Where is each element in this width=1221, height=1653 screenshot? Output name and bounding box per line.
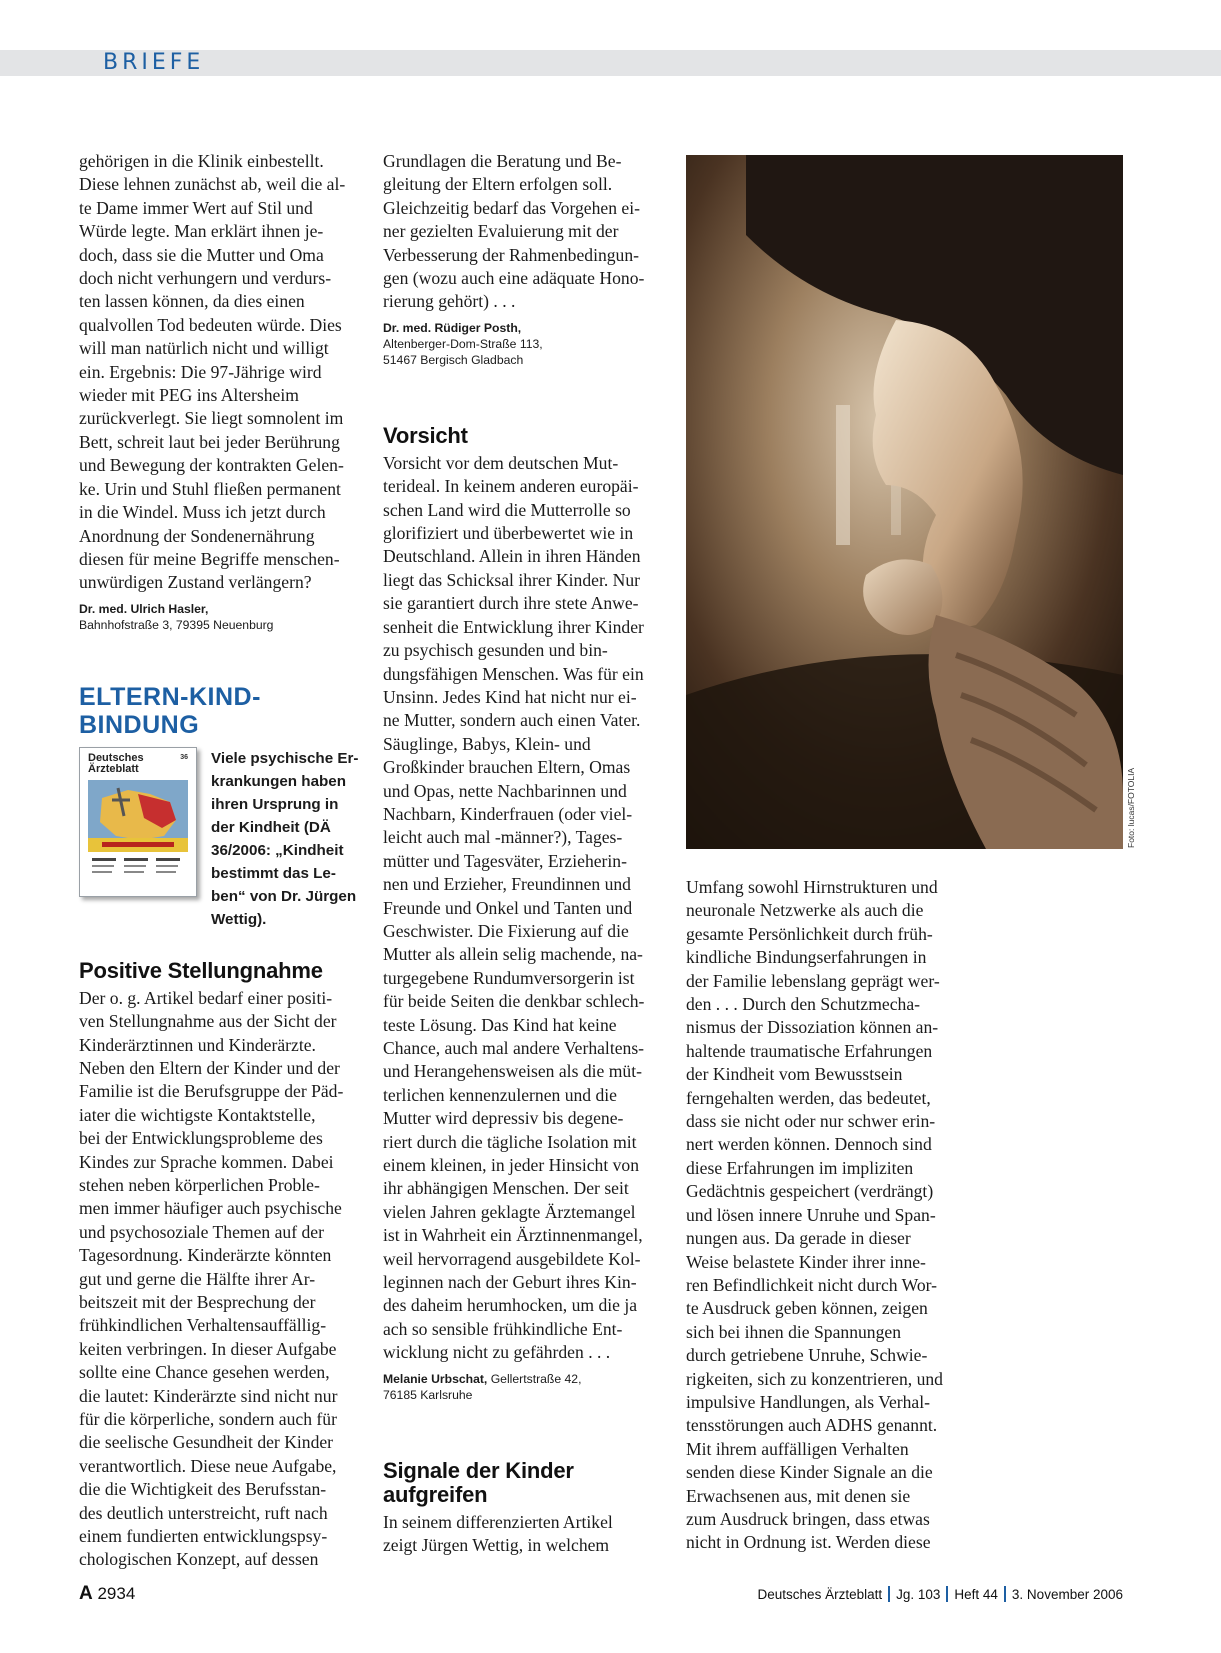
letter2-address: Altenberger-Dom-Straße 113, 51467 Bergisch Gladbach [383,336,543,367]
letter1-body-tail: gehörigen in die Klinik einbestellt. Diese lehnen zunächst ab, weil die al- te Dame immer Wert auf Stil und Würde legte. Man erklärt ihnen je- doch, dass sie die Mutter und Oma doch nicht verhungern und verdurs- ten lassen können, da dies einen qualvollen Tod bedeuten würde. Dies will man natürlich nicht und willigt ein. Ergebnis: Die 97-Jährige wird wieder mit PEG ins Altersheim zurückverlegt. Sie liegt somnolent im Bett, schreit laut bei jeder Berührung und Bewegung der kontrakten Gelen- ke. Urin und Stuhl fließen permanent in die Windel. Muss ich jetzt durch Anordnung der Sondenernährung diesen für meine Begriffe menschen- unwürdigen Zustand verlängern? [79,151,346,593]
cover-map-illustration [88,780,188,888]
journal-volume: Jg. 103 [896,1586,941,1602]
journal-name: Deutsches Ärzteblatt [757,1586,883,1602]
page-prefix: A [79,1583,93,1604]
letter1-signature [79,601,366,633]
magazine-cover-thumbnail [79,747,197,897]
cover-issue: 36 [180,753,188,761]
photo-credit: Foto: lucas/FOTOLIA [1126,767,1136,848]
letter1-author: Dr. med. Ulrich Hasler, [79,601,209,616]
journal-date: 3. November 2006 [1011,1586,1123,1602]
footer-citation [758,1586,1123,1602]
page-number [79,1583,135,1605]
letter3-headline: Vorsicht [383,422,468,448]
journal-issue: Heft 44 [954,1586,998,1602]
page-number-value: 2934 [92,1584,136,1603]
letter4-headline: Signale der Kinder aufgreifen [383,1457,574,1507]
column-2 [383,150,670,1558]
letter4-body-continued: Umfang sowohl Hirnstrukturen und neuronale Netzwerke als auch die gesamte Persönlichkeit durch früh- kindliche Bindungserfahrungen in der Familie lebenslang geprägt wer- den . . . Durch den Schutzmecha- nismus der Dissoziation können an- haltende traumatische Erfahrungen der Kindheit vom Bewusstsein ferngehalten werden, das bedeutet, dass sie nicht oder nur schwer erin- nert werden können. Dennoch sind diese Erfahrungen im impliziten Gedächtnis gespeichert (verdrängt) und lösen innere Unruhe und Span- nungen aus. Da gerade in dieser Weise belastete Kinder ihrer inne- ren Befindlichkeit nicht durch Wor- te Ausdruck geben können, zeigen sich bei ihnen die Spannungen durch getriebene Unruhe, Schwie- rigkeiten, sich zu konzentrieren, und impulsive Handlungen, als Verhal- tensstörungen auch ADHS genannt. Mit ihrem auffälligen Verhalten senden diese Kinder Signale an die Erwachsenen aus, mit denen sie zum Ausdruck bringen, dass etwas nicht in Ordnung ist. Werden diese [686,877,943,1553]
letter4-body: In seinem differenzierten Artikel zeigt Jürgen Wettig, in welchem [383,1511,613,1556]
letter3-address: Gellertstraße 42, 76185 Karlsruhe [383,1371,582,1402]
letter2-author: Dr. med. Rüdiger Posth, [383,320,522,335]
footer-separator [946,1586,948,1602]
topic-heading: ELTERN-KIND-BINDUNG [79,682,261,739]
letter3-body: Vorsicht vor dem deutschen Mut- terideal. In keinem anderen europäi- schen Land wird die Mutterrolle so glorifiziert und überbewertet wie in Deutschland. Allein in ihren Händen liegt das Schicksal ihrer Kinder. Nur sie garantiert durch ihre stete Anwe- senheit die Entwicklung ihrer Kinder zu psychisch gesunden und bin- dungsfähigen Menschen. Was für ein Unsinn. Jedes Kind hat nicht nur ei- ne Mutter, sondern auch einen Vater. Säuglinge, Babys, Klein- und Großkinder brauchen Eltern, Omas und Opas, nette Nachbarinnen und Nachbarn, Kinderfrauen (oder viel- leicht auch mal -männer?), Tages- mütter und Tagesväter, Erzieherin- nen und Erzieher, Freundinnen und Freunde und Onkel und Tanten und Geschwister. Die Fixierung auf die Mutter als allein selig machende, na- turgegebene Rundumversorgerin ist für beide Seiten die denkbar schlech- teste Lösung. Das Kind hat keine Chance, auch mal andere Verhaltens- und Herangehensweisen als die müt- terlichen kennenzulernen und die Mutter wird depressiv bis degene- riert durch die tägliche Isolation mit einem kleinen, in jeder Hinsicht von ihr abhängigen Menschen. Der seit vielen Jahren geklagte Ärztemangel ist in Wahrheit ein Ärztinnenmangel, weil hervorragend ausgebildete Kol- leginnen nach der Geburt ihres Kin- des daheim herumhocken, um die ja ach so sensible frühkindliche Ent- wicklung nicht zu gefährden . . . [383,452,645,1363]
letter2-headline: Positive Stellungnahme [79,957,323,983]
column-3 [686,876,976,1555]
hand-holding-photo [686,155,1123,849]
cover-title: Deutsches Ärzteblatt [88,751,144,775]
letter2-signature [383,320,670,368]
topic-intro [79,747,366,931]
letter1-address: Bahnhofstraße 3, 79395 Neuenburg [79,617,274,632]
photo-illustration [686,155,1123,849]
footer-separator [888,1586,890,1602]
footer-separator [1004,1586,1006,1602]
letter2-body-tail: Grundlagen die Beratung und Be- gleitung der Eltern erfolgen soll. Gleichzeitig bedarf das Vorgehen ei- ner gezielten Evaluierung mit der Verbesserung der Rahmenbedingun- gen (wozu auch eine adäquate Hono- rierung gehört) . . . [383,151,645,312]
letter3-author: Melanie Urbschat, [383,1371,488,1386]
topic-intro-text: Viele psychische Er- krankungen haben ihren Ursprung in der Kindheit (DÄ 36/2006: „Kindheit bestimmt das Le- ben“ von Dr. Jürgen Wettig). [211,749,359,928]
letter3-signature [383,1371,670,1403]
letter2-body: Der o. g. Artikel bedarf einer positi- ven Stellungnahme aus der Sicht der Kinderärztinnen und Kinderärzte. Neben den Eltern der Kinder und der Familie ist die Berufsgruppe der Päd- iater die wichtigste Kontaktstelle, bei der Entwicklungsprobleme des Kindes zur Sprache kommen. Dabei stehen neben körperlichen Proble- men immer häufiger auch psychische und psychosoziale Themen auf der Tagesordnung. Kinderärzte könnten gut und gerne die Hälfte ihrer Ar- beitszeit mit der Besprechung der frühkindlichen Verhaltensauffällig- keiten verbringen. In dieser Aufgabe sollte eine Chance gesehen werden, die lautet: Kinderärzte sind nicht nur für die körperliche, sondern auch für die seelische Gesundheit der Kinder verantwortlich. Diese neue Aufgabe, die die Wichtigkeit des Berufsstan- des deutlich unterstreicht, ruft nach einem fundierten entwicklungspsy- chologischen Konzept, auf dessen [79,987,344,1570]
column-1 [79,150,366,1572]
section-label: BRIEFE [103,50,205,75]
